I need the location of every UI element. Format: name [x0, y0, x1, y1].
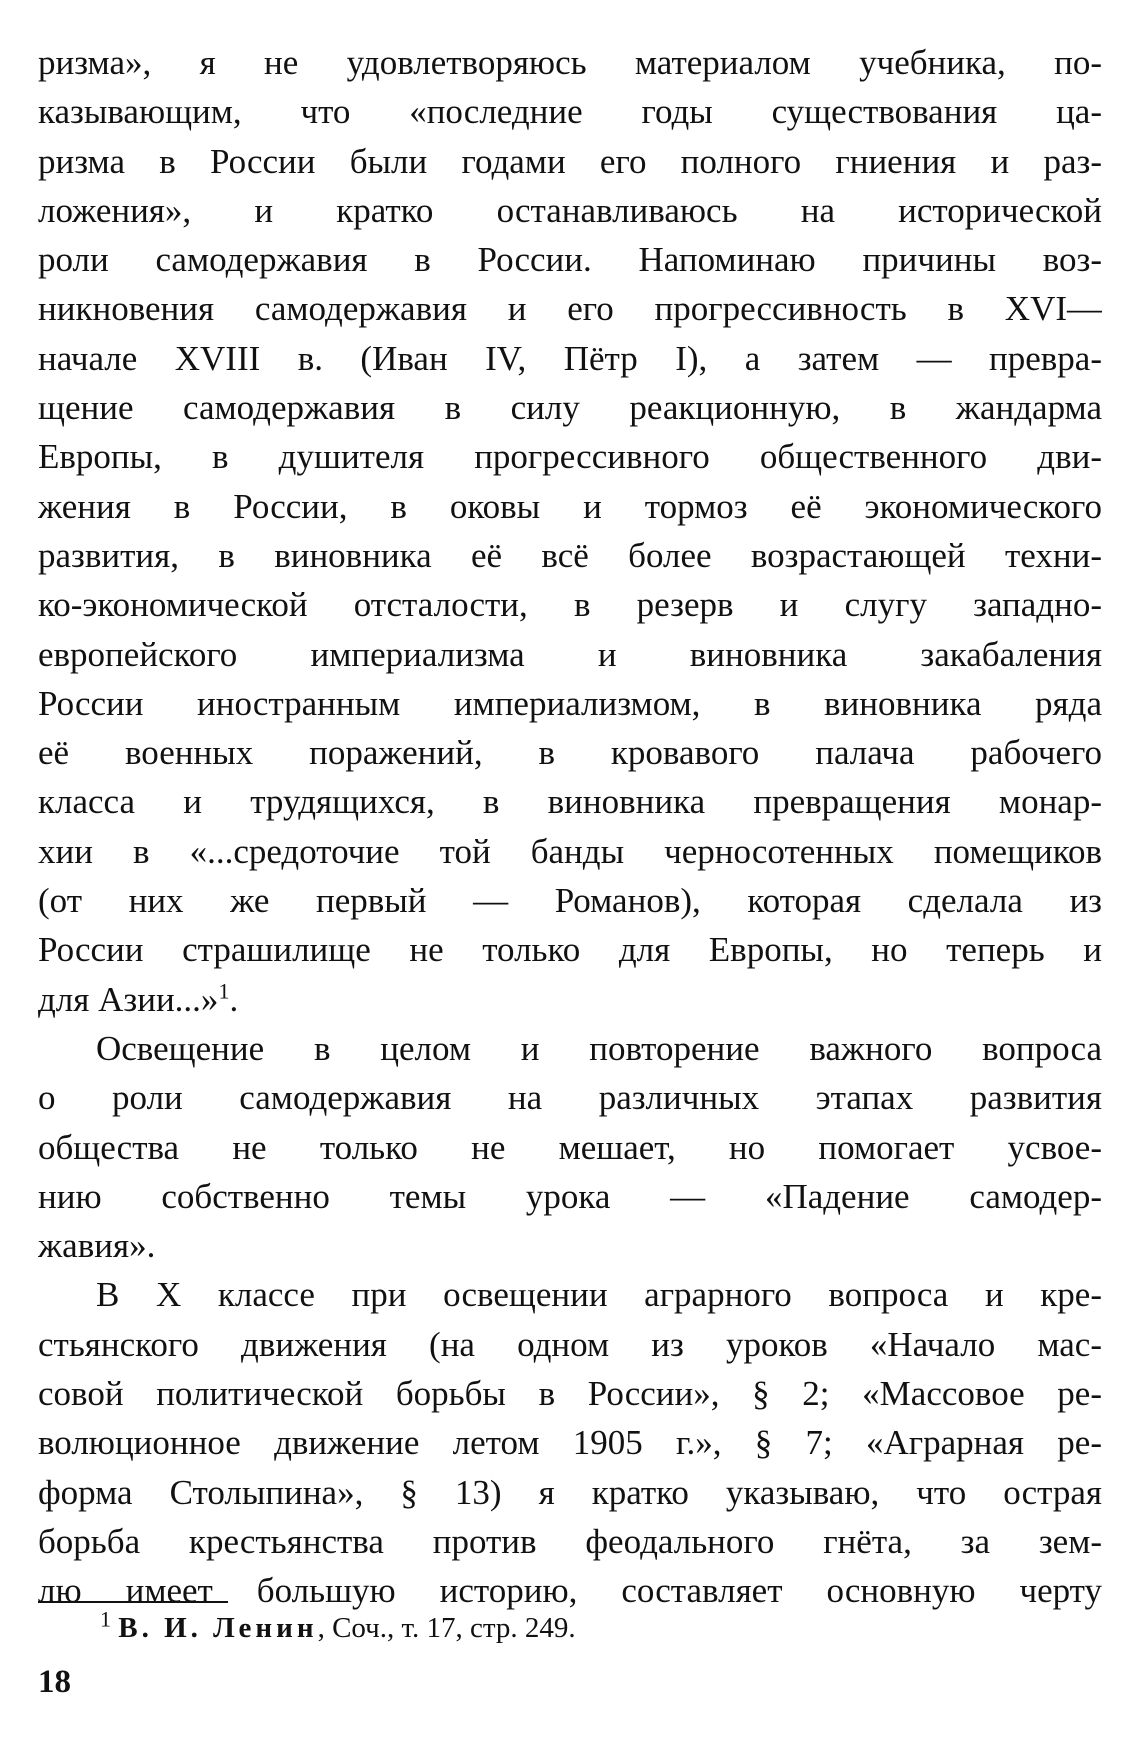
text-line: ложения», и кратко останавливаюсь на исторической	[38, 190, 1102, 230]
text-line: европейского империализма и виновника закабаления	[38, 634, 1102, 674]
text-line: начале XVIII в. (Иван IV, Пётр I), а затем — превра-	[38, 338, 1102, 378]
text-line: о роли самодержавия на различных этапах развития	[38, 1078, 1102, 1118]
text-line: Освещение в целом и повторение важного вопроса	[96, 1028, 1102, 1068]
paragraph-1	[38, 38, 1102, 1024]
text-line: роли самодержавия в России. Напоминаю причины воз-	[38, 240, 1102, 280]
footnote-divider	[38, 1601, 228, 1603]
footnote-source: , Соч., т. 17, стр. 249.	[317, 1612, 576, 1644]
text-line: стьянского движения (на одном из уроков «Начало мас-	[38, 1324, 1102, 1364]
footnote-marker: 1	[100, 1606, 111, 1632]
text-line: щение самодержавия в силу реакционную, в жандарма	[38, 388, 1102, 428]
text-line-content: для Азии...»	[38, 979, 219, 1019]
text-line: волюционное движение летом 1905 г.», § 7; «Аграрная ре-	[38, 1423, 1102, 1463]
text-line: общества не только не мешает, но помогает усвое-	[38, 1127, 1102, 1167]
text-line: Европы, в душителя прогрессивного общественного дви-	[38, 437, 1102, 477]
text-line: ко-экономической отсталости, в резерв и слугу западно-	[38, 585, 1102, 625]
text-line: класса и трудящихся, в виновника превращения монар-	[38, 782, 1102, 822]
text-line: жавия».	[38, 1226, 156, 1266]
footnote-reference[interactable]: 1	[218, 977, 230, 1003]
text-line: ризма в России были годами его полного гниения и раз-	[38, 141, 1102, 181]
footnote-author: В. И. Ленин	[118, 1612, 318, 1644]
text-line: совой политической борьбы в России», § 2; «Массовое ре-	[38, 1374, 1102, 1414]
text-line	[38, 975, 1102, 1024]
text-line: лю имеет большую историю, составляет основную черту	[38, 1571, 1102, 1611]
text-line: её военных поражений, в кровавого палача рабочего	[38, 733, 1102, 773]
text-line: ризма», я не удовлетворяюсь материалом учебника, по-	[38, 43, 1102, 82]
paragraph-2	[38, 1024, 1102, 1270]
text-line: казывающим, что «последние годы существования ца-	[38, 92, 1102, 132]
text-line: форма Столыпина», § 13) я кратко указываю, что острая	[38, 1472, 1102, 1512]
text-line: борьба крестьянства против феодального гнёта, за зем-	[38, 1521, 1102, 1561]
text-line: В X классе при освещении аграрного вопроса и кре-	[96, 1275, 1102, 1315]
footnote	[100, 1608, 576, 1648]
text-line: (от них же первый — Романов), которая сделала из	[38, 881, 1102, 921]
text-line: России страшилище не только для Европы, но теперь и	[38, 930, 1102, 970]
page-body	[38, 38, 1102, 1616]
text-line: хии в «...средоточие той банды черносотенных помещиков	[38, 831, 1102, 871]
text-line: никновения самодержавия и его прогрессивность в XVI—	[38, 289, 1102, 329]
sentence-end: .	[229, 979, 239, 1019]
text-line: развития, в виновника её всё более возрастающей техни-	[38, 535, 1102, 575]
text-line: жения в России, в оковы и тормоз её экономического	[38, 486, 1102, 526]
page-number: 18	[38, 1664, 71, 1700]
text-line: России иностранным империализмом, в виновника ряда	[38, 683, 1102, 723]
paragraph-3	[38, 1270, 1102, 1615]
text-line: нию собственно темы урока — «Падение самодер-	[38, 1176, 1102, 1216]
